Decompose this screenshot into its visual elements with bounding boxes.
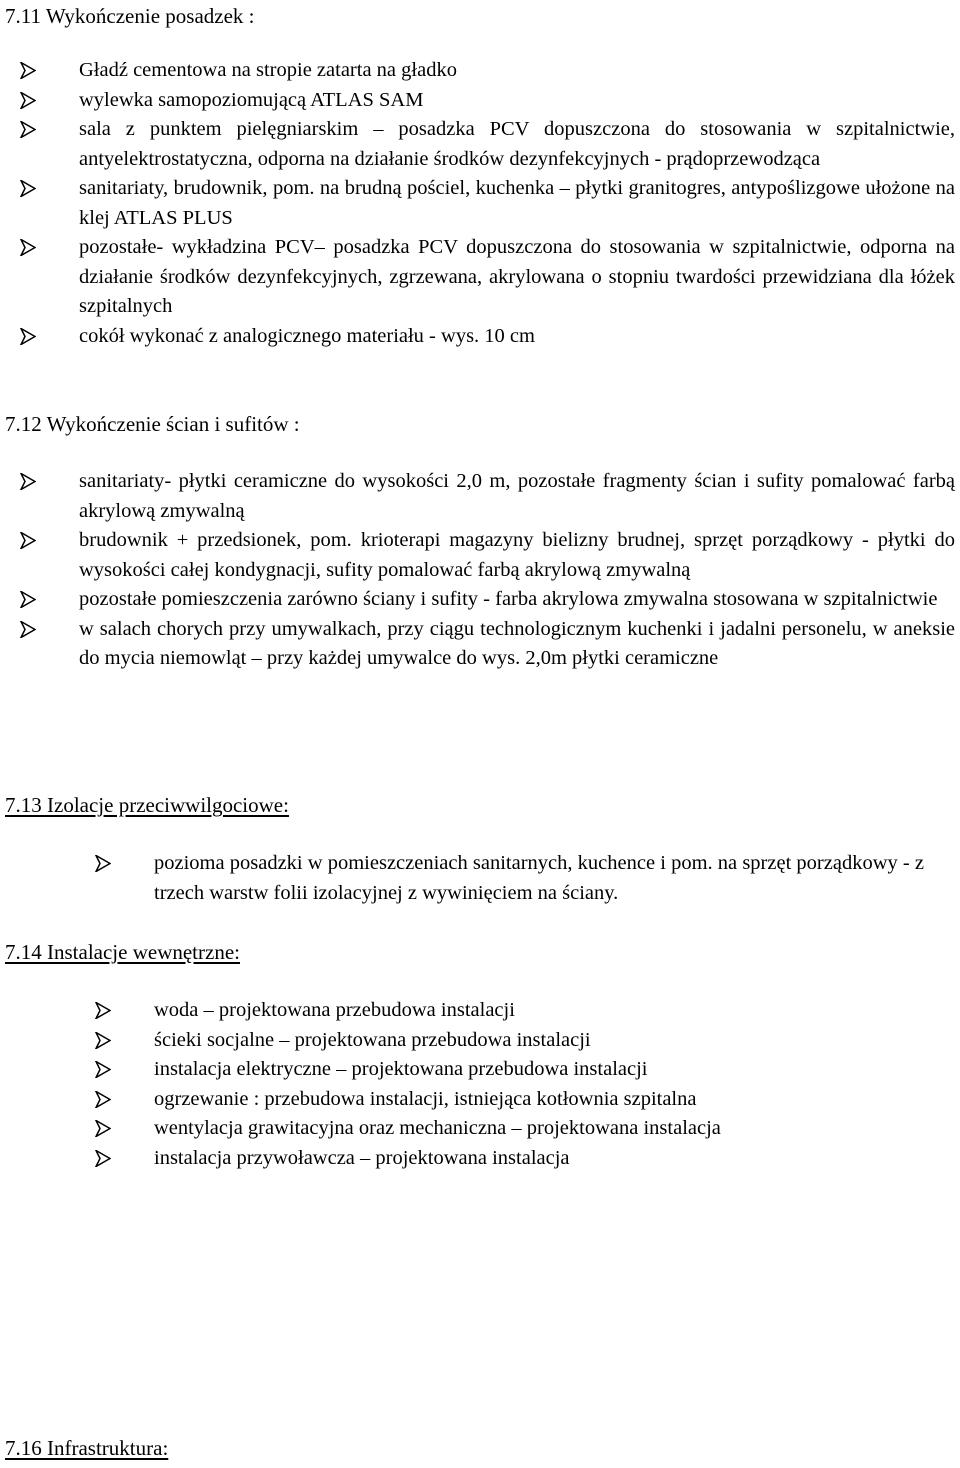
arrowhead-bullet-icon xyxy=(94,996,112,1025)
arrowhead-bullet-icon xyxy=(19,86,37,115)
list-item xyxy=(154,849,924,908)
list-item-text: brudownik + przedsionek, pom. krioterapi magazyny bielizny brudnej, sprzęt porządkowy - płytki do wysokości całej kondygnacji, sufity pomalować farbą akrylową zmywalną xyxy=(79,529,955,581)
list-item xyxy=(154,1144,924,1174)
arrowhead-bullet-icon xyxy=(19,467,37,496)
wall-ceiling-finish-list xyxy=(79,467,955,674)
list-item xyxy=(154,1085,924,1115)
list-item-text: wentylacja grawitacyjna oraz mechaniczna – projektowana instalacja xyxy=(154,1117,721,1139)
arrowhead-bullet-icon xyxy=(94,1144,112,1173)
list-item-text: pozostałe pomieszczenia zarówno ściany i sufity - farba akrylowa zmywalna stosowana w szpitalnictwie xyxy=(79,588,938,610)
floor-finish-list xyxy=(79,56,955,351)
arrowhead-bullet-icon xyxy=(19,233,37,262)
arrowhead-bullet-icon xyxy=(19,56,37,85)
list-item xyxy=(79,322,955,352)
arrowhead-bullet-icon xyxy=(19,322,37,351)
list-item-text: pozostałe- wykładzina PCV– posadzka PCV dopuszczona do stosowania w szpitalnictwie, odporna na działanie środków dezynfekcyjnych, zgrzewana, akrylowana o stopniu twardości przewidziana dla łóżek szpitalnych xyxy=(79,236,955,317)
internal-installations-list xyxy=(154,996,924,1173)
arrowhead-bullet-icon xyxy=(94,1085,112,1114)
list-item xyxy=(79,467,955,526)
list-item-text: instalacja elektryczne – projektowana przebudowa instalacji xyxy=(154,1058,648,1080)
list-item xyxy=(79,56,955,86)
arrowhead-bullet-icon xyxy=(94,1055,112,1084)
list-item-text: w salach chorych przy umywalkach, przy ciągu technologicznym kuchenki i jadalni personelu, w aneksie do mycia niemowląt – przy każdej umywalce do wys. 2,0m płytki ceramiczne xyxy=(79,617,955,669)
arrowhead-bullet-icon xyxy=(19,115,37,144)
list-item xyxy=(154,996,924,1026)
list-item xyxy=(79,86,955,116)
arrowhead-bullet-icon xyxy=(19,174,37,203)
list-item-text: wylewka samopoziomującą ATLAS SAM xyxy=(79,88,424,111)
section-heading-7-11: 7.11 Wykończenie posadzek : xyxy=(5,4,255,28)
section-heading-7-16: 7.16 Infrastruktura: xyxy=(5,1436,169,1460)
list-item-text: ogrzewanie : przebudowa instalacji, istniejąca kotłownia szpitalna xyxy=(154,1087,697,1110)
arrowhead-bullet-icon xyxy=(19,585,37,614)
arrowhead-bullet-icon xyxy=(19,526,37,555)
list-item xyxy=(79,115,955,174)
section-heading-7-13: 7.13 Izolacje przeciwwilgociowe: xyxy=(5,793,289,817)
arrowhead-bullet-icon xyxy=(19,615,37,644)
list-item-text: sanitariaty, brudownik, pom. na brudną pościel, kuchenka – płytki granitogres, antypoślizgowe ułożone na klej ATLAS PLUS xyxy=(79,177,955,229)
list-item xyxy=(79,174,955,233)
list-item xyxy=(154,1055,924,1085)
list-item xyxy=(79,526,955,585)
list-item-text: instalacja przywoławcza – projektowana instalacja xyxy=(154,1146,570,1169)
arrowhead-bullet-icon xyxy=(94,1114,112,1143)
section-heading-7-14: 7.14 Instalacje wewnętrzne: xyxy=(5,940,240,964)
list-item-text: pozioma posadzki w pomieszczeniach sanitarnych, kuchence i pom. na sprzęt porządkowy - z trzech warstw folii izolacyjnej z wywinięciem na ściany. xyxy=(154,852,924,904)
list-item-text: ścieki socjalne – projektowana przebudowa instalacji xyxy=(154,1028,591,1051)
damp-proofing-list xyxy=(154,849,924,908)
list-item xyxy=(79,233,955,322)
list-item-text: woda – projektowana przebudowa instalacji xyxy=(154,999,515,1021)
list-item-text: cokół wykonać z analogicznego materiału - wys. 10 cm xyxy=(79,324,535,347)
arrowhead-bullet-icon xyxy=(94,849,112,878)
list-item xyxy=(154,1114,924,1144)
list-item-text: sanitariaty- płytki ceramiczne do wysokości 2,0 m, pozostałe fragmenty ścian i sufity pomalować farbą akrylową zmywalną xyxy=(79,470,955,522)
list-item xyxy=(79,585,955,615)
arrowhead-bullet-icon xyxy=(94,1026,112,1055)
list-item xyxy=(79,615,955,674)
section-heading-7-12: 7.12 Wykończenie ścian i sufitów : xyxy=(5,412,300,436)
list-item-text: Gładź cementowa na stropie zatarta na gładko xyxy=(79,59,457,81)
list-item xyxy=(154,1026,924,1056)
list-item-text: sala z punktem pielęgniarskim – posadzka PCV dopuszczona do stosowania w szpitalnictwie, antyelektrostatyczna, odporna na działanie środków dezynfekcyjnych - prądoprzewodząca xyxy=(79,118,955,170)
